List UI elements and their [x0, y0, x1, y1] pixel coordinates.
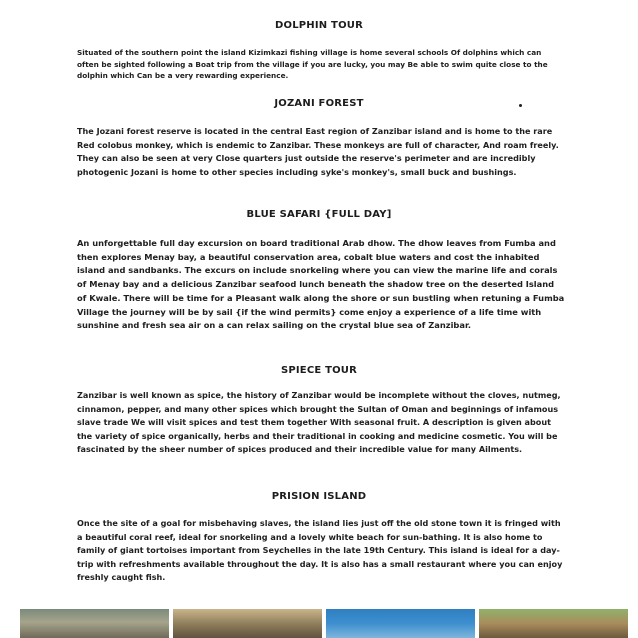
jozani-forest-title: JOZANI FOREST	[274, 98, 364, 109]
photo-tortoise	[479, 609, 628, 638]
photo-strip	[20, 609, 628, 638]
dolphin-tour-title: DOLPHIN TOUR	[275, 20, 363, 31]
blue-safari-text: An unforgettable full day excursion on board traditional Arab dhow. The dhow leaves from Fumba and then explores Menay bay, a beautiful conservation area, cobalt blue waters and cost the inhabited island and sandbanks. The excurs on include snorkeling where you can view the marine life and corals of Menay bay and a delicious Zanzibar seafood lunch beneath the shadow tree on the deserted Island of Kwale. There will be time for a Pleasant walk along the shore or sun bustling when retuning a Fumba Village the journey will be by sail {if the wind permits} come enjoy a experience of a life time with sunshine and fresh sea air on a can relax sailing on the crystal blue sea of Zanzibar.	[77, 238, 565, 331]
photo-village	[173, 609, 322, 638]
photo-beach-people	[20, 609, 169, 638]
spice-tour-title: SPIECE TOUR	[280, 365, 358, 376]
stray-dot	[519, 104, 522, 107]
dolphin-tour-text: Situated of the southern point the island Kizimkazi fishing village is home several schools Of dolphins which can often be sighted following a Boat trip from the village if you are lucky, you may Be able to swim quite close to the dolphin which Can be a very rewarding experience.	[77, 48, 548, 80]
prison-island-text: Once the site of a goal for misbehaving slaves, the island lies just off the old stone town it is fringed with a beautiful coral reef, ideal for snorkeling and a lovely white beach for sun-bathing. It is also home to family of giant tortoises important from Seychelles in the late 19th Century. This island is ideal for a day-trip with refreshments available throughout the day. It is also has a small restaurant where you can enjoy freshly caught fish.	[77, 518, 563, 582]
spice-tour-text: Zanzibar is well known as spice, the history of Zanzibar would be incomplete without the cloves, nutmeg, cinnamon, pepper, and many other spices which brought the Sultan of Oman and beginnings of infamous slave trade We will visit spices and test them together With seasonal fruit. A description is given about the variety of spice organically, herbs and their traditional in cooking and medicine cosmetic. You will be fascinated by the sheer number of spices produced and their incredible value for many Ailments.	[77, 390, 561, 454]
jozani-forest-text: The Jozani forest reserve is located in the central East region of Zanzibar island and is home to the rare Red colobus monkey, which is endemic to Zanzibar. These monkeys are full of character, And roam freely. They can also be seen at very Close quarters just outside the reserve's perimeter and are incredibly photogenic Jozani is home to other species including syke's monkey's, small buck and bushings.	[77, 126, 559, 177]
blue-safari-title: BLUE SAFARI {FULL DAY]	[246, 209, 392, 220]
prison-island-title: PRISION ISLAND	[271, 491, 367, 502]
photo-blue-sea	[326, 609, 475, 638]
